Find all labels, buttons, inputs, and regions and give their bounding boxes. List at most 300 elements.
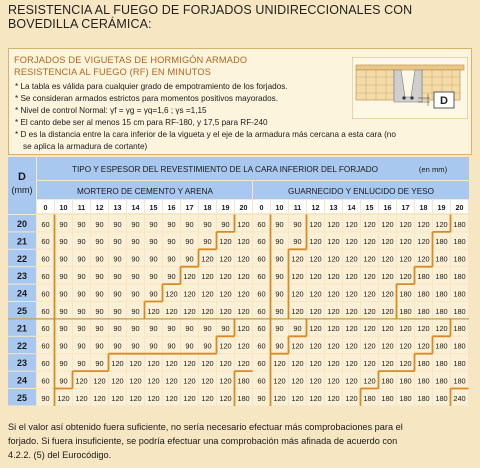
- rf-value: 90: [221, 324, 230, 334]
- rf-value: 120: [237, 272, 250, 281]
- rf-value: 90: [275, 219, 284, 229]
- rf-value: 60: [257, 219, 266, 229]
- rf-value: 90: [95, 359, 104, 368]
- rf-value: 120: [291, 359, 304, 368]
- rf-value: 120: [399, 219, 412, 229]
- rf-value: 120: [183, 306, 196, 316]
- rf-value: 120: [309, 376, 322, 386]
- rf-value: 180: [435, 237, 448, 247]
- rf-value: 90: [59, 341, 68, 351]
- rf-value: 90: [113, 341, 122, 351]
- rf-value: 60: [41, 254, 50, 264]
- col-header-label: 16: [167, 202, 176, 212]
- rf-value: 120: [345, 289, 358, 299]
- rf-value: 120: [417, 219, 430, 229]
- rf-value: 60: [257, 289, 266, 299]
- rf-value: 90: [131, 324, 140, 334]
- rf-value: 90: [275, 254, 284, 264]
- rf-value: 90: [149, 272, 158, 281]
- rf-value: 120: [345, 341, 358, 351]
- rf-value: 120: [201, 272, 214, 281]
- rf-value: 120: [237, 219, 250, 229]
- rf-value: 90: [203, 341, 212, 351]
- col-header-label: 16: [383, 202, 392, 212]
- rf-value: 90: [131, 341, 140, 351]
- rf-value: 120: [363, 359, 376, 368]
- rf-value: 90: [131, 219, 140, 229]
- col-header-label: 11: [77, 202, 86, 212]
- col-header-label: 14: [347, 202, 356, 212]
- rf-value: 120: [417, 324, 430, 334]
- col-header-label: 10: [275, 202, 284, 212]
- rf-value: 90: [131, 306, 140, 316]
- rf-value: 120: [129, 359, 142, 368]
- rf-value: 90: [113, 306, 122, 316]
- rf-value: 120: [399, 324, 412, 334]
- rf-value: 120: [201, 306, 214, 316]
- rf-value: 120: [363, 376, 376, 386]
- rf-value: 60: [257, 254, 266, 264]
- rf-value: 120: [363, 219, 376, 229]
- rf-value: 120: [291, 306, 304, 316]
- rf-value: 90: [113, 324, 122, 334]
- col-header-label: 12: [311, 202, 320, 212]
- rf-value: 90: [149, 324, 158, 334]
- rf-value: 120: [183, 289, 196, 299]
- rf-value: 90: [275, 306, 284, 316]
- rf-value: 120: [219, 341, 232, 351]
- page-title: RESISTENCIA AL FUEGO DE FORJADOS UNIDIRECCIONALES CON BOVEDILLA CERÁMICA:: [8, 3, 413, 31]
- rf-value: 120: [219, 359, 232, 368]
- col-header-label: 18: [203, 202, 212, 212]
- rf-value: 120: [327, 341, 340, 351]
- rf-value: 120: [309, 306, 322, 316]
- rf-value: 120: [165, 289, 178, 299]
- rf-value: 180: [399, 376, 412, 386]
- col-header-label: 11: [293, 202, 302, 212]
- rf-value: 120: [237, 341, 250, 351]
- rf-value: 90: [185, 341, 194, 351]
- rf-value: 180: [435, 341, 448, 351]
- rf-value: 120: [273, 359, 286, 368]
- col-header-label: 14: [131, 202, 140, 212]
- rf-value: 120: [219, 289, 232, 299]
- col-header-label: 12: [95, 202, 104, 212]
- rf-value: 120: [93, 376, 106, 386]
- rf-value: 120: [219, 376, 232, 386]
- rf-value: 120: [111, 393, 124, 403]
- rf-value: 90: [113, 272, 122, 281]
- rf-value: 120: [435, 324, 448, 334]
- rf-value: 120: [309, 359, 322, 368]
- rf-value: 120: [201, 254, 214, 264]
- rf-value: 180: [453, 376, 466, 386]
- rf-value: 90: [167, 324, 176, 334]
- rf-value: 90: [95, 289, 104, 299]
- rf-value: 120: [183, 393, 196, 403]
- d-value-label: 24: [16, 288, 28, 299]
- rf-value: 90: [221, 219, 230, 229]
- rf-value: 180: [453, 237, 466, 247]
- rf-value: 120: [75, 376, 88, 386]
- note-1: * La tabla es válida para cualquier grado de empotramiento de los forjados.: [15, 82, 288, 91]
- rf-value: 120: [165, 306, 178, 316]
- rf-value: 120: [363, 237, 376, 247]
- rf-value: 90: [77, 341, 86, 351]
- rf-value: 180: [417, 359, 430, 368]
- d-value-label: 23: [16, 271, 28, 282]
- rf-value: 90: [185, 219, 194, 229]
- rf-value: 120: [309, 254, 322, 264]
- rf-value: 120: [219, 254, 232, 264]
- rf-value: 90: [77, 324, 86, 334]
- rf-value: 180: [363, 393, 376, 403]
- rf-value: 120: [345, 306, 358, 316]
- rf-value: 120: [327, 376, 340, 386]
- rf-value: 120: [93, 393, 106, 403]
- rf-value: 180: [417, 289, 430, 299]
- col-header-label: 19: [437, 202, 446, 212]
- rf-value: 120: [327, 254, 340, 264]
- rf-value: 90: [59, 376, 68, 386]
- rf-value: 120: [291, 393, 304, 403]
- main-header-label: TIPO Y ESPESOR DEL REVESTIMIENTO DE LA CARA INFERIOR DEL FORJADO: [71, 165, 379, 174]
- info-box: [8, 48, 472, 155]
- rf-value: 90: [77, 237, 86, 247]
- rf-value: 180: [417, 376, 430, 386]
- rf-value: 90: [77, 219, 86, 229]
- subtitle-rf: RESISTENCIA AL FUEGO (RF) EN MINUTOS: [14, 67, 212, 77]
- rf-value: 120: [381, 254, 394, 264]
- rf-value: 120: [345, 237, 358, 247]
- rf-value: 120: [129, 393, 142, 403]
- rf-value: 90: [275, 324, 284, 334]
- rf-value: 90: [113, 289, 122, 299]
- rf-value: 180: [453, 272, 466, 281]
- rf-value: 90: [293, 324, 302, 334]
- rf-value: 120: [273, 393, 286, 403]
- rf-value: 60: [41, 306, 50, 316]
- note-3: * Nivel de control Normal: γf = γg = γq=1,6 ; γs =1,15: [15, 106, 207, 115]
- rf-value: 120: [291, 289, 304, 299]
- rf-table: [8, 157, 472, 409]
- rf-value: 120: [381, 289, 394, 299]
- col-header-label: 20: [239, 202, 248, 212]
- rf-value: 120: [147, 393, 160, 403]
- rf-value: 120: [147, 306, 160, 316]
- rf-value: 120: [381, 237, 394, 247]
- subtitle-viguetas: FORJADOS DE VIGUETAS DE HORMIGÓN ARMADO: [14, 55, 248, 65]
- rf-value: 90: [203, 237, 212, 247]
- rf-value: 60: [41, 359, 50, 368]
- col-header-label: 13: [113, 202, 122, 212]
- rf-value: 120: [399, 341, 412, 351]
- rf-value: 120: [399, 254, 412, 264]
- rf-value: 120: [165, 376, 178, 386]
- rf-value: 90: [41, 393, 50, 403]
- rf-value: 180: [435, 359, 448, 368]
- col-header-label: 0: [259, 202, 264, 212]
- rf-value: 90: [293, 237, 302, 247]
- rf-value: 120: [183, 272, 196, 281]
- rf-value: 120: [165, 393, 178, 403]
- rf-value: 120: [381, 306, 394, 316]
- rf-value: 120: [201, 393, 214, 403]
- rf-value: 180: [399, 393, 412, 403]
- col-header-label: 19: [221, 202, 230, 212]
- rf-value: 120: [327, 393, 340, 403]
- d-header-label: D: [18, 171, 26, 183]
- rf-value: 120: [147, 376, 160, 386]
- rf-value: 120: [237, 289, 250, 299]
- rf-value: 120: [345, 254, 358, 264]
- rf-value: 90: [113, 254, 122, 264]
- rf-value: 90: [167, 237, 176, 247]
- rf-value: 120: [327, 359, 340, 368]
- rf-value: 90: [77, 306, 86, 316]
- rf-value: 120: [201, 359, 214, 368]
- d-value-label: 23: [16, 358, 28, 369]
- rf-value: 120: [435, 219, 448, 229]
- rf-value: 120: [129, 376, 142, 386]
- rf-value: 90: [95, 272, 104, 281]
- rf-value: 60: [41, 237, 50, 247]
- rf-value: 90: [185, 254, 194, 264]
- rf-value: 120: [165, 359, 178, 368]
- footer-line-2: forjado. Si fuera insuficiente, se podría efectuar una comprobación más afinada de acuerdo con: [8, 436, 398, 446]
- rf-value: 90: [275, 289, 284, 299]
- rf-value: 120: [363, 272, 376, 281]
- rf-value: 120: [237, 359, 250, 368]
- rf-value: 180: [453, 219, 466, 229]
- rf-value: 180: [435, 376, 448, 386]
- col-header-label: 15: [149, 202, 158, 212]
- d-value-label: 22: [16, 253, 28, 264]
- rf-value: 120: [57, 393, 70, 403]
- rf-value: 180: [453, 289, 466, 299]
- rf-value: 90: [149, 219, 158, 229]
- rf-value: 90: [59, 324, 68, 334]
- rf-value: 120: [345, 324, 358, 334]
- rf-value: 90: [149, 237, 158, 247]
- rf-value: 90: [185, 237, 194, 247]
- rf-value: 60: [257, 324, 266, 334]
- rf-value: 180: [435, 272, 448, 281]
- rf-value: 90: [131, 237, 140, 247]
- rf-value: 180: [435, 254, 448, 264]
- rf-value: 90: [131, 289, 140, 299]
- rf-value: 120: [417, 341, 430, 351]
- rf-value: 120: [291, 341, 304, 351]
- rf-value: 120: [219, 272, 232, 281]
- rf-value: 120: [201, 289, 214, 299]
- rf-value: 120: [363, 341, 376, 351]
- d-value-label: 25: [16, 306, 28, 316]
- group-label-mortero: MORTERO DE CEMENTO Y ARENA: [77, 187, 213, 196]
- rf-value: 90: [149, 289, 158, 299]
- rf-value: 120: [237, 306, 250, 316]
- note-2: * Se consideran armados estrictos para momentos positivos mayorados.: [15, 94, 279, 103]
- rf-value: 90: [59, 272, 68, 281]
- rf-value: 180: [453, 306, 466, 316]
- rf-value: 90: [275, 237, 284, 247]
- rf-value: 90: [59, 306, 68, 316]
- rf-value: 120: [345, 393, 358, 403]
- rf-value: 90: [95, 306, 104, 316]
- rf-value: 90: [257, 393, 266, 403]
- rf-value: 180: [399, 289, 412, 299]
- rf-value: 180: [453, 359, 466, 368]
- rf-value: 120: [309, 324, 322, 334]
- col-header-label: 13: [329, 202, 338, 212]
- rf-value: 120: [111, 376, 124, 386]
- rf-value: 180: [417, 272, 430, 281]
- d-value-label: 21: [16, 323, 28, 334]
- rf-value: 90: [59, 289, 68, 299]
- rf-value: 60: [41, 219, 50, 229]
- rf-value: 60: [41, 341, 50, 351]
- rf-value: 120: [327, 237, 340, 247]
- note-4: * El canto debe ser al menos 15 cm para RF-180, y 17,5 para RF-240: [15, 118, 268, 127]
- rf-value: 90: [95, 254, 104, 264]
- rf-value: 120: [309, 219, 322, 229]
- rf-value: 90: [167, 254, 176, 264]
- rf-value: 60: [257, 341, 266, 351]
- rf-value: 60: [257, 272, 266, 281]
- rf-value: 180: [453, 254, 466, 264]
- rf-value: 120: [327, 306, 340, 316]
- rf-value: 120: [327, 289, 340, 299]
- rf-value: 180: [381, 393, 394, 403]
- col-header-label: 17: [185, 202, 194, 212]
- rf-value: 120: [237, 324, 250, 334]
- diagram-d-label: D: [440, 95, 448, 107]
- rf-value: 120: [309, 289, 322, 299]
- rf-value: 90: [59, 254, 68, 264]
- rf-value: 120: [291, 376, 304, 386]
- main-header-unit: (en mm): [418, 165, 448, 174]
- rf-value: 90: [167, 219, 176, 229]
- rf-value: 60: [257, 376, 266, 386]
- group-label-yeso: GUARNECIDO Y ENLUCIDO DE YESO: [287, 187, 435, 196]
- rf-value: 90: [203, 219, 212, 229]
- rf-value: 90: [95, 237, 104, 247]
- rf-value: 90: [59, 359, 68, 368]
- rf-value: 90: [113, 219, 122, 229]
- rf-value: 120: [417, 254, 430, 264]
- col-header-label: 10: [59, 202, 68, 212]
- rf-value: 90: [77, 254, 86, 264]
- rf-value: 90: [203, 324, 212, 334]
- rf-value: 120: [183, 359, 196, 368]
- rf-value: 120: [381, 341, 394, 351]
- rf-value: 90: [59, 237, 68, 247]
- rf-value: 120: [201, 376, 214, 386]
- rf-value: 60: [257, 359, 266, 368]
- rf-value: 180: [453, 324, 466, 334]
- rf-value: 90: [113, 237, 122, 247]
- rf-value: 120: [363, 324, 376, 334]
- rf-value: 180: [417, 393, 430, 403]
- rf-value: 120: [381, 324, 394, 334]
- rf-value: 90: [275, 341, 284, 351]
- rf-value: 180: [435, 393, 448, 403]
- rf-value: 90: [77, 272, 86, 281]
- rf-value: 60: [257, 306, 266, 316]
- rf-value: 90: [59, 219, 68, 229]
- rf-value: 120: [75, 393, 88, 403]
- rf-value: 120: [399, 359, 412, 368]
- rf-value: 180: [417, 306, 430, 316]
- col-header-label: 15: [365, 202, 374, 212]
- rf-value: 120: [219, 393, 232, 403]
- col-header-label: 17: [401, 202, 410, 212]
- rf-value: 120: [417, 237, 430, 247]
- rf-value: 60: [41, 289, 50, 299]
- rf-value: 120: [309, 393, 322, 403]
- rf-value: 90: [293, 219, 302, 229]
- d-value-label: 20: [16, 219, 28, 229]
- rf-value: 120: [327, 219, 340, 229]
- footer-line-1: Si el valor así obtenido fuera suficiente, no sería necesario efectuar más comprobaciones para el: [8, 422, 403, 432]
- rf-value: 120: [381, 359, 394, 368]
- col-header-label: 20: [455, 202, 464, 212]
- rf-value: 90: [185, 324, 194, 334]
- rf-value: 120: [345, 359, 358, 368]
- footer-line-3: 4.2.2. (5) del Eurocódigo.: [8, 450, 112, 460]
- rf-value: 60: [257, 237, 266, 247]
- d-value-label: 22: [16, 340, 28, 351]
- rf-value: 180: [381, 376, 394, 386]
- rf-value: 120: [309, 272, 322, 281]
- rf-value: 90: [77, 289, 86, 299]
- rf-value: 90: [95, 324, 104, 334]
- rf-value: 90: [95, 219, 104, 229]
- d-value-label: 25: [16, 393, 28, 403]
- rf-value: 240: [453, 393, 466, 403]
- rf-value: 120: [237, 237, 250, 247]
- rf-value: 120: [237, 254, 250, 264]
- rf-value: 180: [435, 289, 448, 299]
- rf-value: 60: [41, 376, 50, 386]
- rf-value: 120: [327, 272, 340, 281]
- note-6: se aplica la armadura de cortante): [23, 142, 148, 151]
- rf-value: 60: [41, 324, 50, 334]
- rf-value: 120: [345, 376, 358, 386]
- rf-value: 120: [381, 272, 394, 281]
- rf-value: 120: [363, 306, 376, 316]
- rf-value: 120: [273, 376, 286, 386]
- rf-value: 180: [237, 393, 250, 403]
- rf-value: 180: [435, 306, 448, 316]
- rf-value: 120: [363, 254, 376, 264]
- rf-value: 180: [399, 306, 412, 316]
- rf-value: 120: [345, 219, 358, 229]
- rf-value: 120: [363, 289, 376, 299]
- rf-value: 90: [167, 272, 176, 281]
- rf-value: 120: [327, 324, 340, 334]
- rf-value: 90: [77, 359, 86, 368]
- rf-value: 120: [183, 376, 196, 386]
- rf-value: 90: [131, 272, 140, 281]
- rf-value: 120: [147, 359, 160, 368]
- col-header-label: 18: [419, 202, 428, 212]
- rf-value: 180: [453, 341, 466, 351]
- rf-value: 120: [399, 272, 412, 281]
- rf-value: 120: [291, 254, 304, 264]
- note-5: * D es la distancia entre la cara inferior de la vigueta y el eje de la armadura más cercana a esta cara (no: [15, 130, 396, 139]
- rf-value: 120: [381, 219, 394, 229]
